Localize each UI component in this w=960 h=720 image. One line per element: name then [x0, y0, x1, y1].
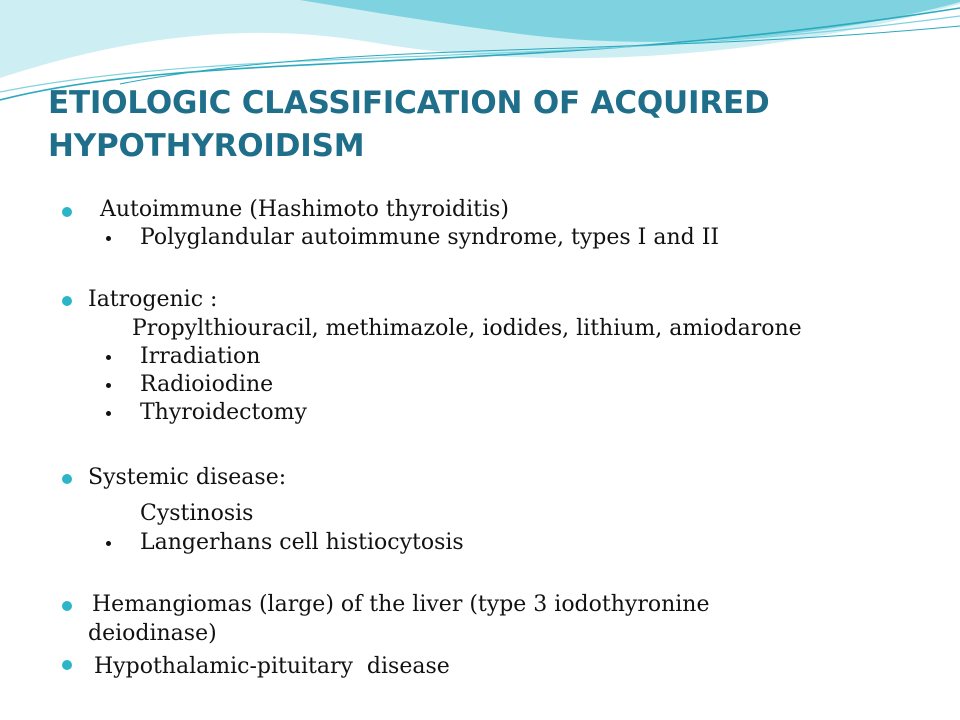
bullet-dot-icon	[62, 474, 72, 484]
sub-bullet-dot-icon	[106, 383, 111, 388]
bullet-dot-icon	[62, 207, 72, 217]
section-systemic-item: Langerhans cell histiocytosis	[140, 530, 464, 555]
section-iatrogenic-label: Iatrogenic :	[88, 287, 218, 312]
bullet-dot-icon	[62, 660, 72, 670]
sub-bullet-dot-icon	[106, 355, 111, 360]
slide-title-line-2: HYPOTHYROIDISM	[48, 128, 365, 164]
section-autoimmune-item: Polyglandular autoimmune syndrome, types I and II	[140, 225, 720, 250]
slide-title-line-1: ETIOLOGIC CLASSIFICATION OF ACQUIRED	[48, 85, 770, 121]
section-iatrogenic-drugs: Propylthiouracil, methimazole, iodides, lithium, amiodarone	[132, 316, 802, 341]
sub-bullet-dot-icon	[106, 236, 111, 241]
bullet-dot-icon	[62, 296, 72, 306]
section-hemangiomas-line-1: Hemangiomas (large) of the liver (type 3 iodothyronine	[92, 592, 710, 617]
section-systemic-plain: Cystinosis	[140, 501, 254, 526]
section-iatrogenic-item: Irradiation	[140, 344, 261, 369]
sub-bullet-dot-icon	[106, 411, 111, 416]
sub-bullet-dot-icon	[106, 541, 111, 546]
section-hemangiomas-line-2: deiodinase)	[88, 621, 217, 646]
bullet-dot-icon	[62, 601, 72, 611]
section-autoimmune-label: Autoimmune (Hashimoto thyroiditis)	[100, 197, 509, 222]
section-iatrogenic-item: Radioiodine	[140, 372, 274, 397]
slide-title	[48, 82, 908, 168]
section-systemic-label: Systemic disease:	[88, 465, 287, 490]
section-iatrogenic-item: Thyroidectomy	[140, 400, 307, 425]
section-hypothalamic-label: Hypothalamic-pituitary disease	[94, 654, 450, 679]
